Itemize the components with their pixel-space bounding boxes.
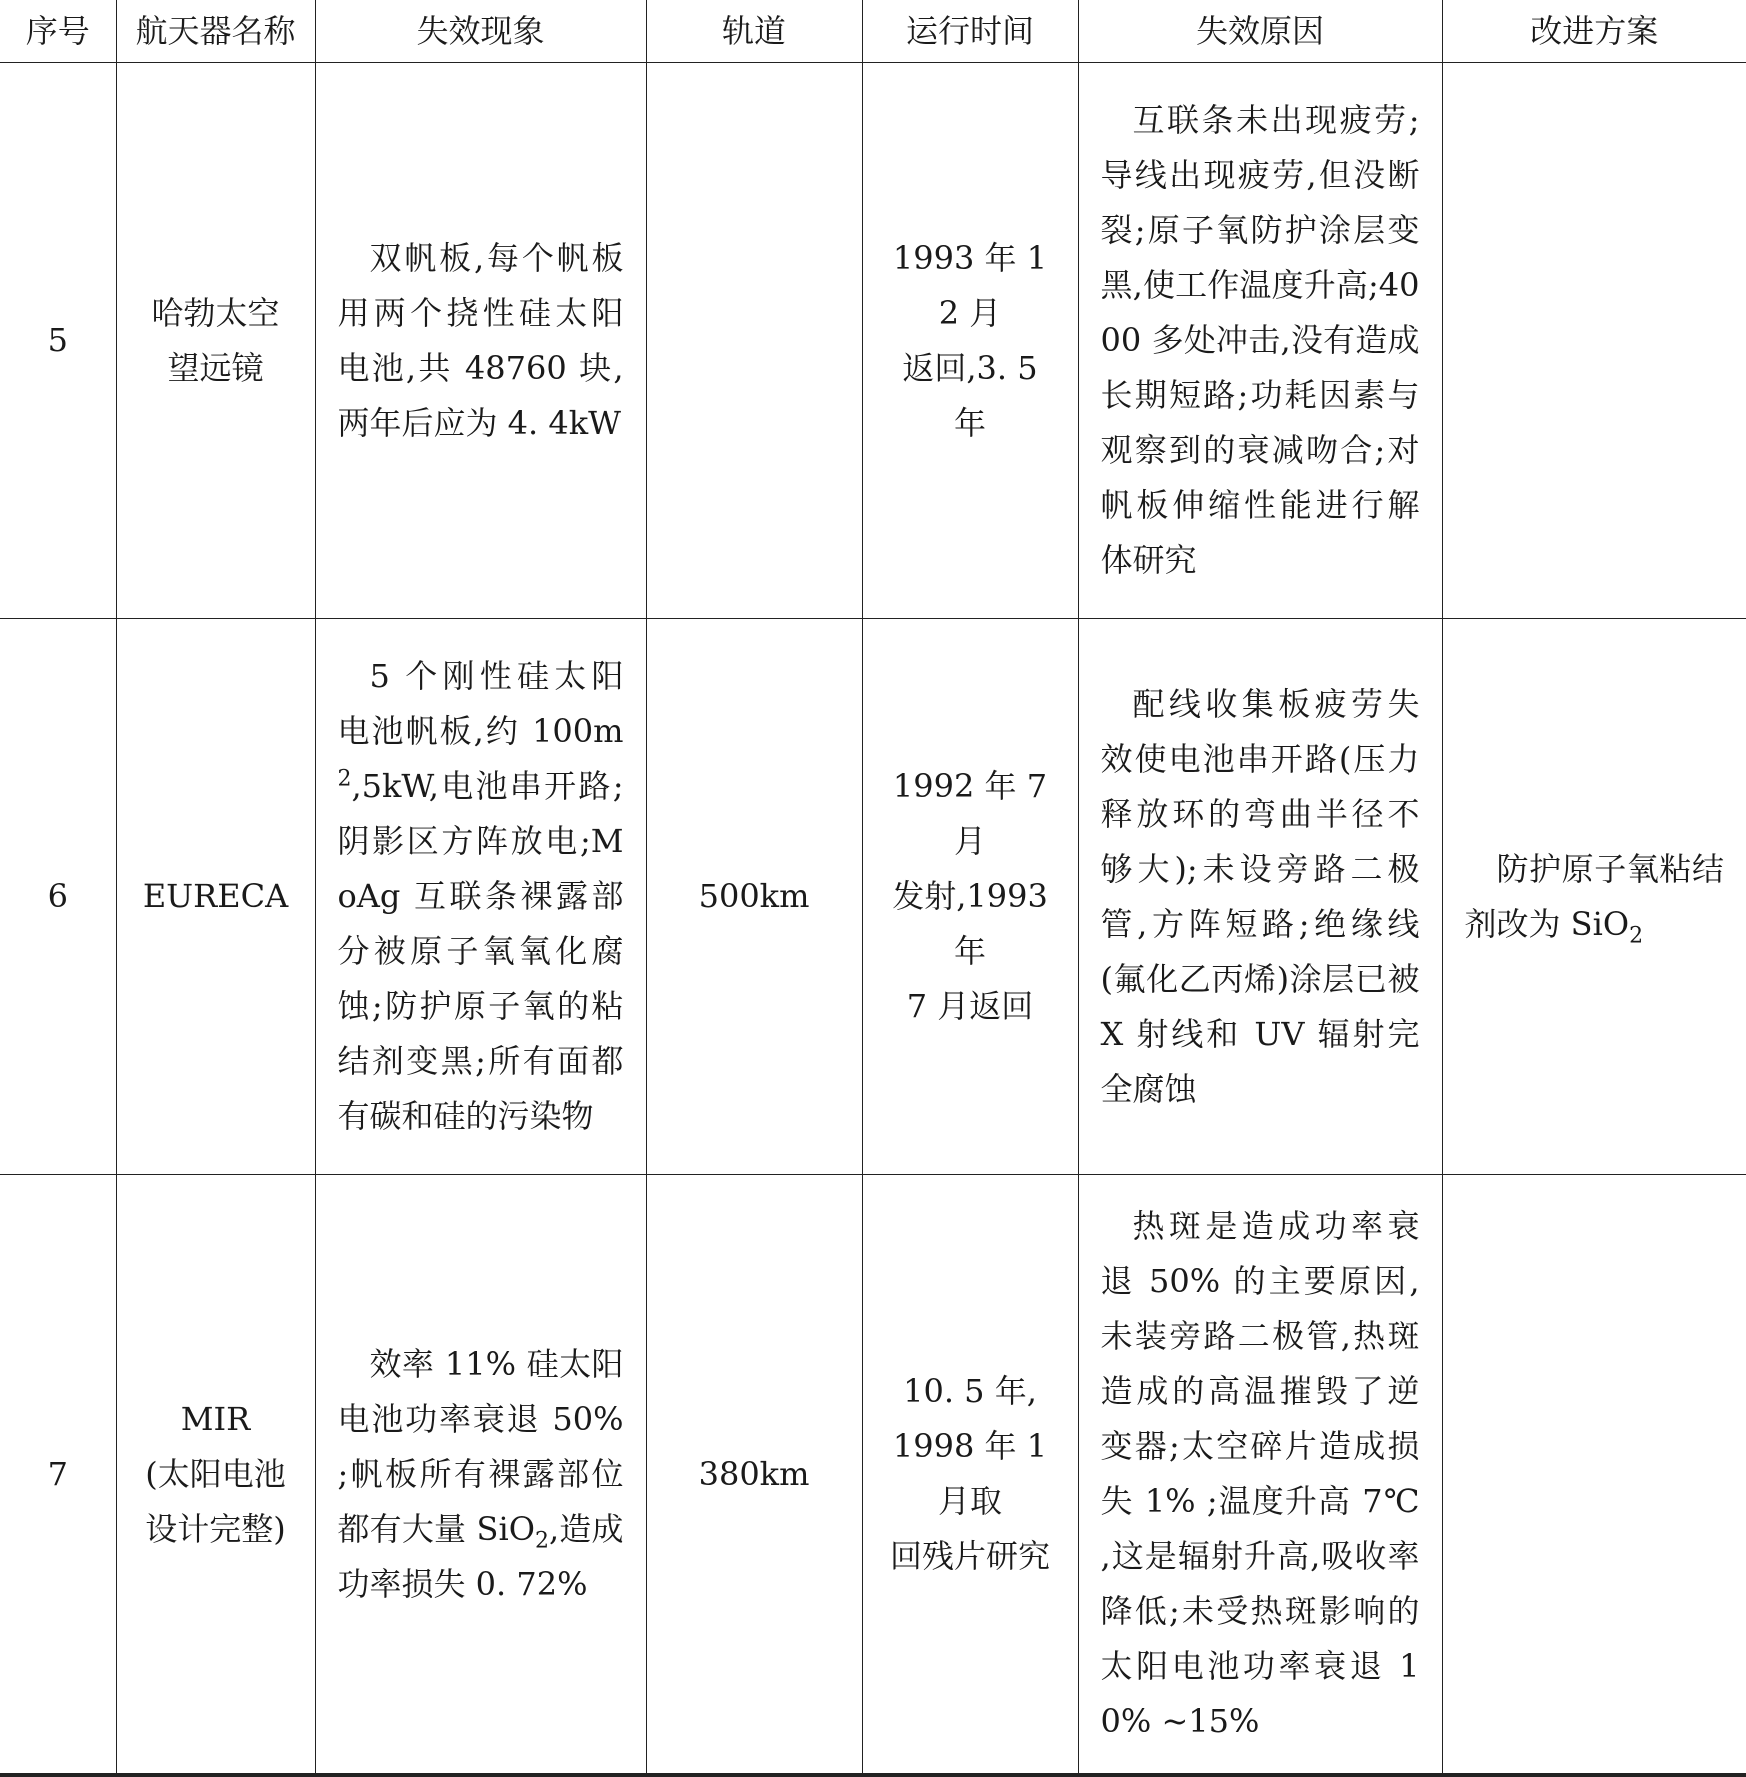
header-row (0, 0, 1746, 63)
craft-line: 设计完整) (145, 1509, 286, 1548)
phenomenon-text: 5 个刚性硅太阳电池帆板,约 100m (337, 657, 624, 750)
cell-no: 6 (0, 619, 116, 1175)
cell-orbit (646, 63, 862, 619)
time-line: 1993 年 12 月 (892, 238, 1048, 332)
header-cell-phenomenon: 失效现象 (315, 0, 646, 63)
header-cell-no: 序号 (0, 0, 116, 63)
time-line: 回残片研究 (889, 1537, 1050, 1575)
cell-cause: 互联条未出现疲劳;导线出现疲劳,但没断裂;原子氧防护涂层变黑,使工作温度升高;4000 多处冲击,没有造成长期短路;功耗因素与观察到的衰减吻合;对帆板伸缩性能进行解体研究 (1078, 63, 1442, 619)
time-line: 10. 5 年, (903, 1372, 1037, 1410)
cell-no: 7 (0, 1175, 116, 1776)
craft-line: MIR (180, 1399, 251, 1438)
table-row (0, 619, 1746, 1175)
cell-craft: EURECA (116, 619, 315, 1175)
phenomenon-text: ,造成功率损失 0. 72% (337, 1509, 624, 1603)
header-cell-craft: 航天器名称 (116, 0, 315, 63)
cell-phenomenon (315, 1175, 646, 1776)
time-line: 7 月返回 (906, 987, 1034, 1025)
cell-craft (116, 1175, 315, 1776)
cell-cause: 热斑是造成功率衰退 50% 的主要原因,未装旁路二极管,热斑造成的高温摧毁了逆变器;太空碎片造成损失 1% ;温度升高 7℃ ,这是辐射升高,吸收率降低;未受热斑影响的太阳电池功率衰退 10% ~15% (1078, 1175, 1442, 1776)
improvement-text: 防护原子氧粘结剂改为 SiO (1464, 849, 1724, 943)
cell-phenomenon (315, 619, 646, 1175)
cell-craft (116, 63, 315, 619)
phenomenon-text: 效率 11% 硅太阳电池功率衰退 50% ;帆板所有裸露部位都有大量 SiO (337, 1344, 624, 1548)
time-line: 发射,1993 年 (892, 877, 1048, 970)
subscript: 2 (1629, 922, 1644, 948)
craft-line: 哈勃太空 (151, 293, 280, 332)
cell-orbit: 380km (646, 1175, 862, 1776)
subscript: 2 (534, 1527, 549, 1553)
cell-improvement (1442, 619, 1746, 1175)
cell-orbit: 500km (646, 619, 862, 1175)
craft-line: (太阳电池 (145, 1454, 286, 1493)
time-line: 返回,3. 5 年 (902, 348, 1038, 442)
table-row (0, 1175, 1746, 1776)
cell-no: 5 (0, 63, 116, 619)
cell-improvement (1442, 1175, 1746, 1776)
time-line: 1998 年 1 月取 (892, 1427, 1048, 1520)
header-cell-improvement: 改进方案 (1442, 0, 1746, 63)
cell-time (862, 1175, 1078, 1776)
time-line: 1992 年 7 月 (892, 767, 1048, 860)
phenomenon-text: ,5kW,电池串开路;阴影区方阵放电;MoAg 互联条裸露部分被原子氧氧化腐蚀;防护原子氧的粘结剂变黑;所有面都有碳和硅的污染物 (337, 767, 624, 1135)
cell-time (862, 63, 1078, 619)
cell-phenomenon: 双帆板,每个帆板用两个挠性硅太阳电池,共 48760 块,两年后应为 4. 4kW (315, 63, 646, 619)
table-row (0, 63, 1746, 619)
superscript: 2 (337, 766, 352, 792)
header-cell-cause: 失效原因 (1078, 0, 1442, 63)
header-cell-orbit: 轨道 (646, 0, 862, 63)
cell-improvement (1442, 63, 1746, 619)
craft-line: 望远镜 (167, 348, 264, 387)
cell-time (862, 619, 1078, 1175)
header-cell-time: 运行时间 (862, 0, 1078, 63)
cell-cause: 配线收集板疲劳失效使电池串开路(压力释放环的弯曲半径不够大);未设旁路二极管,方阵短路;绝缘线(氟化乙丙烯)涂层已被 X 射线和 UV 辐射完全腐蚀 (1078, 619, 1442, 1175)
